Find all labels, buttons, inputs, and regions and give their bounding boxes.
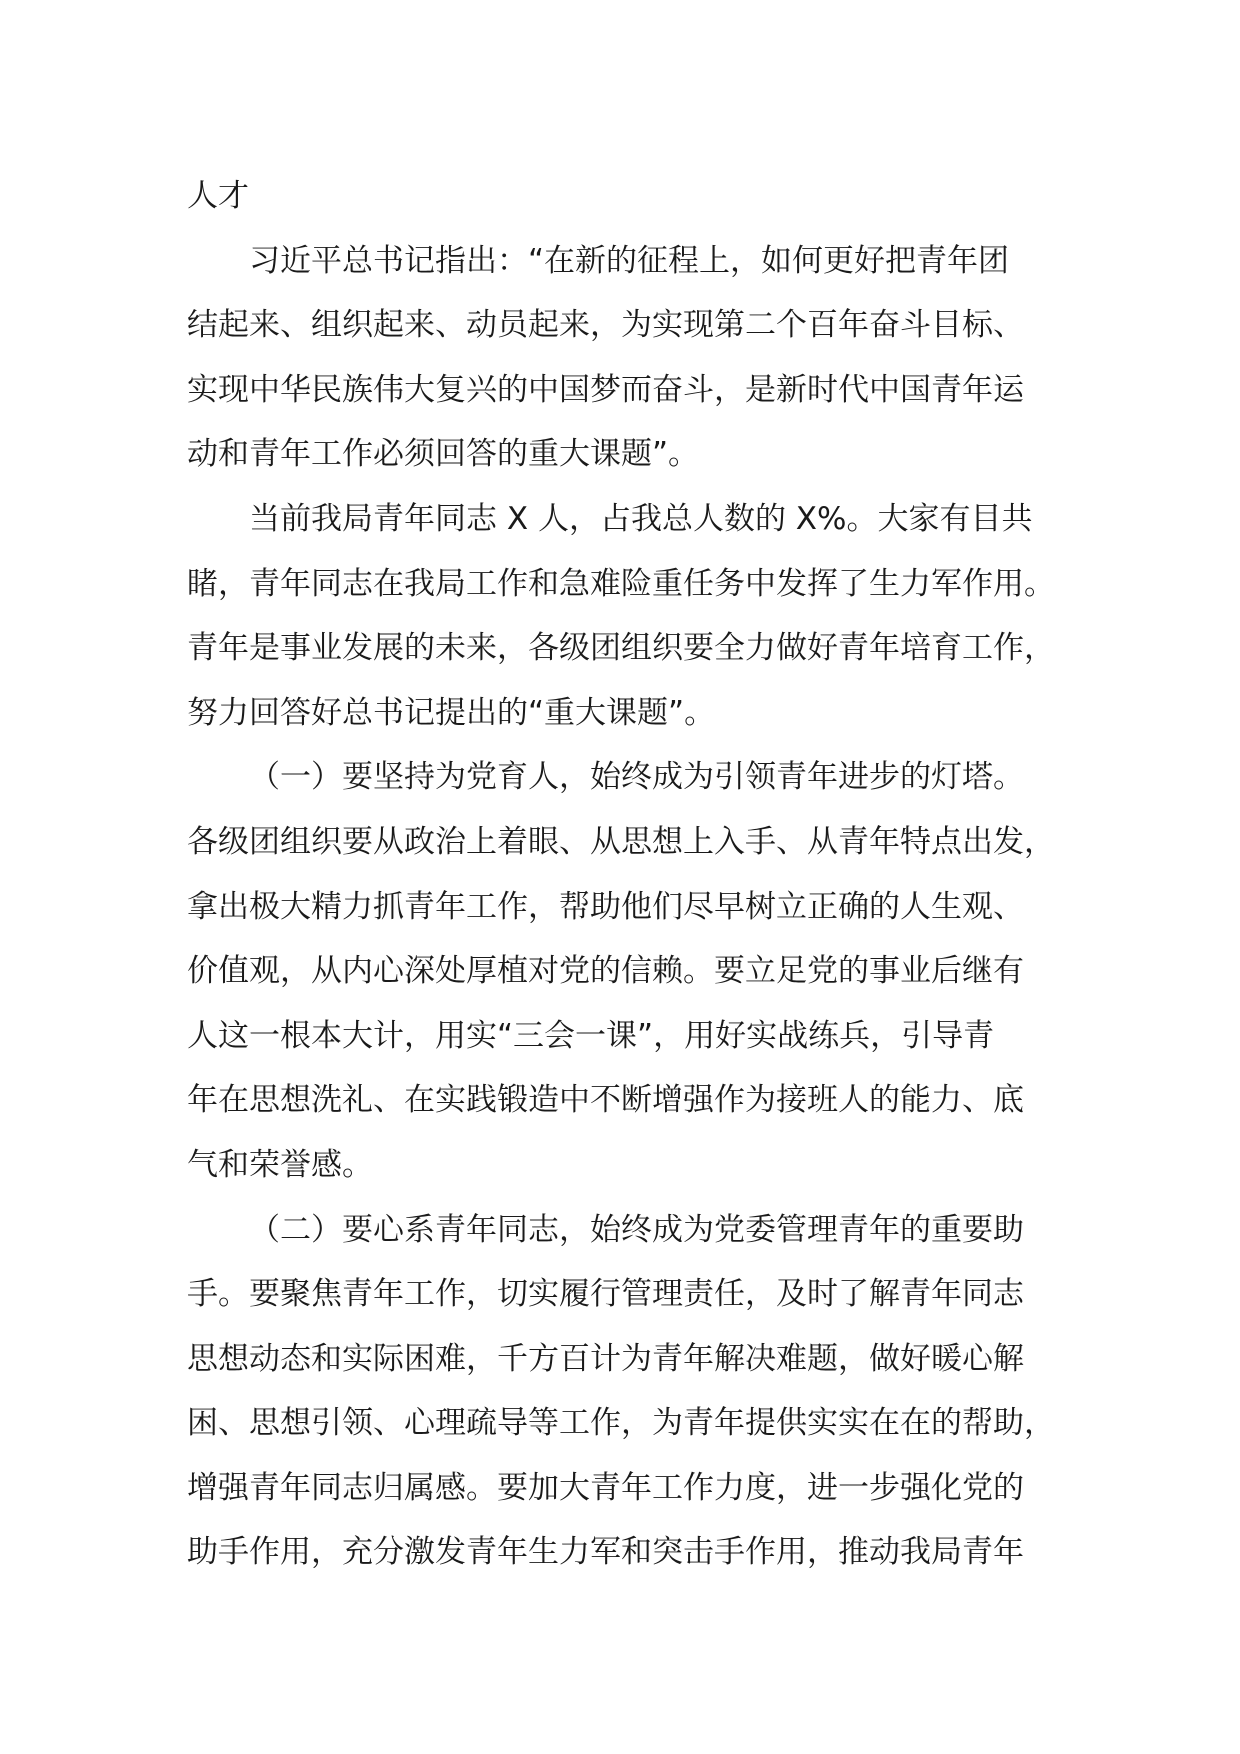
paragraph-first-line: 当前我局青年同志 X 人，占我总人数的 X%。大家有目共 xyxy=(249,500,1033,537)
text-line: 动和青年工作必须回答的重大课题”。 xyxy=(187,436,700,473)
text-line: 努力回答好总书记提出的“重大课题”。 xyxy=(187,694,716,731)
text-line: 增强青年同志归属感。要加大青年工作力度，进一步强化党的 xyxy=(187,1469,1024,1506)
text-line: 气和荣誉感。 xyxy=(187,1146,373,1183)
text-line: 实现中华民族伟大复兴的中国梦而奋斗，是新时代中国青年运 xyxy=(187,371,1024,408)
section-heading-line: （二）要心系青年同志，始终成为党委管理青年的重要助 xyxy=(249,1211,1024,1248)
text-line: 年在思想洗礼、在实践锻造中不断增强作为接班人的能力、底 xyxy=(187,1082,1024,1119)
text-line: 困、思想引领、心理疏导等工作，为青年提供实实在在的帮助， xyxy=(187,1405,1055,1442)
text-line: 青年是事业发展的未来，各级团组织要全力做好青年培育工作， xyxy=(187,630,1055,667)
text-line: 人才 xyxy=(187,178,249,214)
document-body xyxy=(187,164,1067,1585)
text-line: 助手作用，充分激发青年生力军和突击手作用，推动我局青年 xyxy=(187,1534,1024,1571)
text-line: 价值观，从内心深处厚植对党的信赖。要立足党的事业后继有 xyxy=(187,953,1024,990)
text-line: 拿出极大精力抓青年工作，帮助他们尽早树立正确的人生观、 xyxy=(187,888,1024,925)
text-line: 各级团组织要从政治上着眼、从思想上入手、从青年特点出发， xyxy=(187,823,1055,860)
section-heading-line: （一）要坚持为党育人，始终成为引领青年进步的灯塔。 xyxy=(249,759,1024,796)
text-line: 手。要聚焦青年工作，切实履行管理责任，及时了解青年同志 xyxy=(187,1276,1024,1313)
text-line: 思想动态和实际困难，千方百计为青年解决难题，做好暖心解 xyxy=(187,1340,1024,1377)
text-line: 人这一根本大计，用实“三会一课”，用好实战练兵，引导青 xyxy=(187,1017,995,1054)
text-line: 结起来、组织起来、动员起来，为实现第二个百年奋斗目标、 xyxy=(187,307,1024,344)
paragraph-first-line: 习近平总书记指出：“在新的征程上，如何更好把青年团 xyxy=(249,242,1010,279)
text-line: 睹，青年同志在我局工作和急难险重任务中发挥了生力军作用。 xyxy=(187,565,1055,602)
